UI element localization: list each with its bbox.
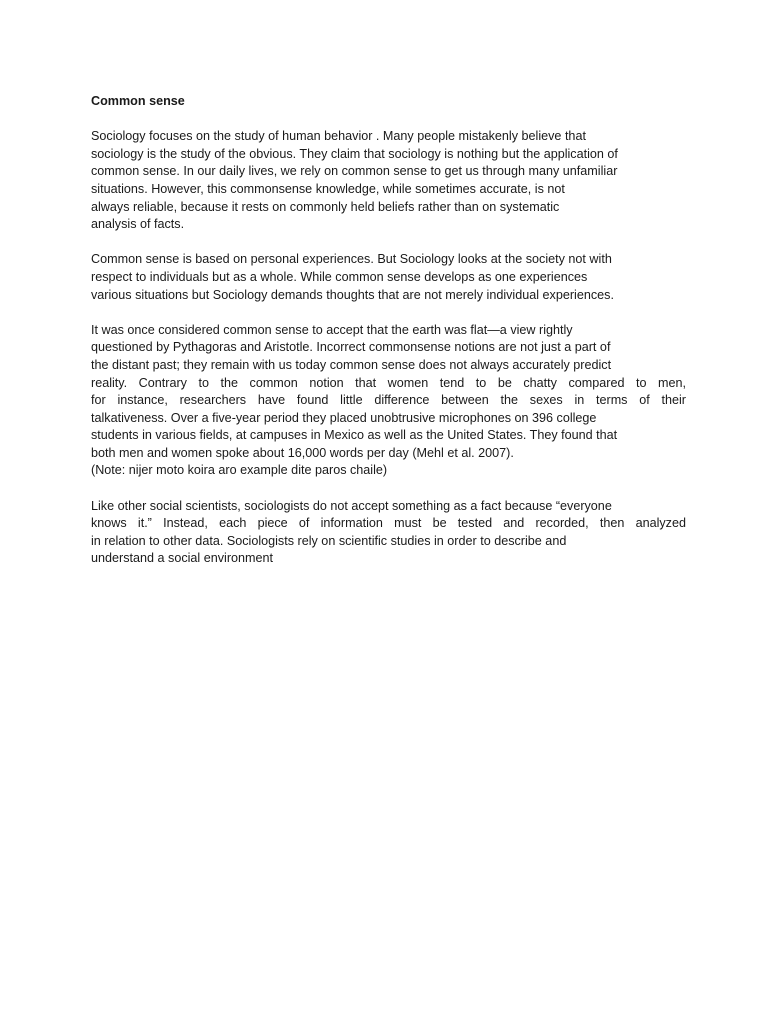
paragraph-1 (91, 128, 686, 234)
text-line: for instance, researchers have found little difference between the sexes in terms of their (91, 393, 686, 408)
text-line: situations. However, this commonsense knowledge, while sometimes accurate, is not (91, 181, 565, 196)
text-line: both men and women spoke about 16,000 words per day (Mehl et al. 2007). (91, 445, 514, 460)
text-line: Sociology focuses on the study of human behavior . Many people mistakenly believe that (91, 129, 586, 144)
text-line: Like other social scientists, sociologists do not accept something as a fact because “everyone (91, 498, 612, 513)
text-line: common sense. In our daily lives, we rely on common sense to get us through many unfamiliar (91, 164, 618, 179)
text-line: respect to individuals but as a whole. While common sense develops as one experiences (91, 269, 588, 284)
text-line: Common sense is based on personal experiences. But Sociology looks at the society not with (91, 252, 612, 267)
text-line: always reliable, because it rests on commonly held beliefs rather than on systematic (91, 199, 560, 214)
text-line: reality. Contrary to the common notion that women tend to be chatty compared to men, (91, 375, 686, 390)
text-line: various situations but Sociology demands thoughts that are not merely individual experiences. (91, 287, 614, 302)
paragraph-2 (91, 251, 686, 304)
text-line: in relation to other data. Sociologists rely on scientific studies in order to describe and (91, 533, 567, 548)
text-line: sociology is the study of the obvious. They claim that sociology is nothing but the application of (91, 146, 618, 161)
text-line: (Note: nijer moto koira aro example dite paros chaile) (91, 463, 388, 478)
paragraph-4 (91, 498, 686, 568)
document-body (91, 128, 686, 568)
document-page (91, 93, 686, 586)
text-line: questioned by Pythagoras and Aristotle. Incorrect commonsense notions are not just a part of (91, 340, 611, 355)
text-line: It was once considered common sense to accept that the earth was flat—a view rightly (91, 322, 573, 337)
paragraph-3 (91, 322, 686, 480)
text-line: understand a social environment (91, 551, 274, 566)
text-line: students in various fields, at campuses in Mexico as well as the United States. They found that (91, 428, 618, 443)
text-line: the distant past; they remain with us today common sense does not always accurately predict (91, 357, 612, 372)
text-line: talkativeness. Over a five-year period they placed unobtrusive microphones on 396 college (91, 410, 597, 425)
text-line: analysis of facts. (91, 217, 185, 232)
document-heading: Common sense (91, 94, 185, 108)
text-line: knows it.” Instead, each piece of information must be tested and recorded, then analyzed (91, 516, 686, 531)
